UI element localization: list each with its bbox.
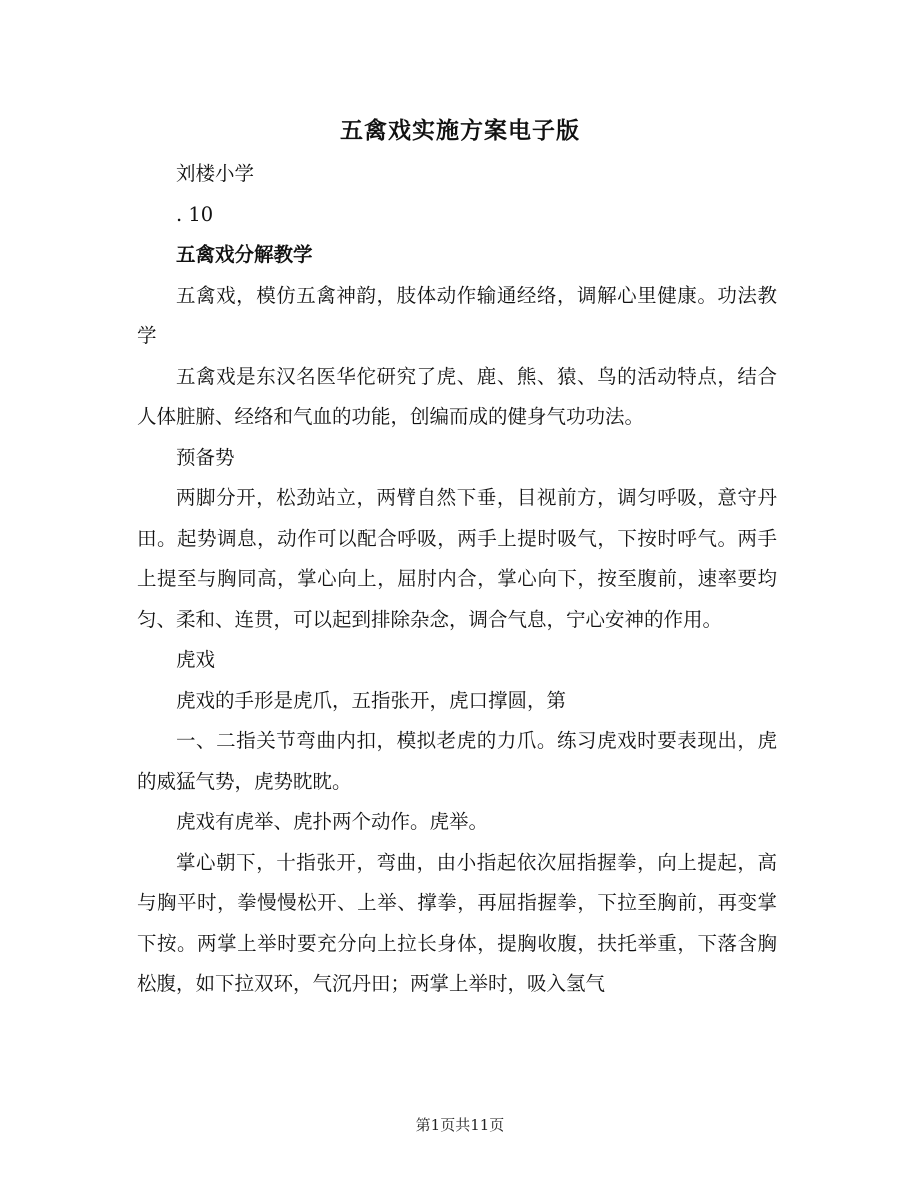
section-heading: 五禽戏分解教学 bbox=[176, 243, 313, 266]
paragraph-date: . 10 bbox=[176, 202, 214, 226]
paragraph-school: 刘楼小学 bbox=[176, 162, 255, 185]
paragraph-preparation-heading: 预备势 bbox=[176, 445, 235, 469]
document-title: 五禽戏实施方案电子版 bbox=[340, 117, 580, 144]
document-body bbox=[137, 154, 777, 1005]
paragraph-tiger-moves: 虎戏有虎举、虎扑两个动作。虎举。 bbox=[176, 810, 489, 833]
page-number-footer: 第1页共11页 bbox=[415, 1116, 505, 1134]
paragraph-origin: 五禽戏是东汉名医华佗研究了虎、鹿、熊、猿、鸟的活动特点，结合人体脏腑、经络和气血的功能，创编而成的健身气功功法。 bbox=[137, 364, 777, 428]
paragraph-intro: 五禽戏，模仿五禽神韵，肢体动作输通经络，调解心里健康。功法教学 bbox=[137, 283, 777, 347]
paragraph-tiger-heading: 虎戏 bbox=[176, 648, 216, 671]
paragraph-tiger-joints: 一、二指关节弯曲内扣，模拟老虎的力爪。练习虎戏时要表现出，虎的威猛气势，虎势眈眈。 bbox=[137, 729, 777, 793]
paragraph-tiger-hand: 虎戏的手形是虎爪，五指张开，虎口撑圆，第 bbox=[176, 688, 567, 712]
paragraph-preparation: 两脚分开，松劲站立，两臂自然下垂，目视前方，调匀呼吸，意守丹田。起势调息，动作可以配合呼吸，两手上提时吸气，下按时呼气。两手上提至与胸同高，掌心向上，屈肘内合，掌心向下，按至腹前，速率要均匀、柔和、连贯，可以起到排除杂念，调合气息，宁心安神的作用。 bbox=[137, 486, 777, 631]
paragraph-tiger-lift: 掌心朝下，十指张开，弯曲，由小指起依次屈指握拳，向上提起，高与胸平时，拳慢慢松开、上举、撑拳，再屈指握拳，下拉至胸前，再变掌下按。两掌上举时要充分向上拉长身体，提胸收腹，扶托举重，下落含胸松腹，如下拉双环，气沉丹田；两掌上举时，吸入氢气 bbox=[137, 850, 777, 995]
